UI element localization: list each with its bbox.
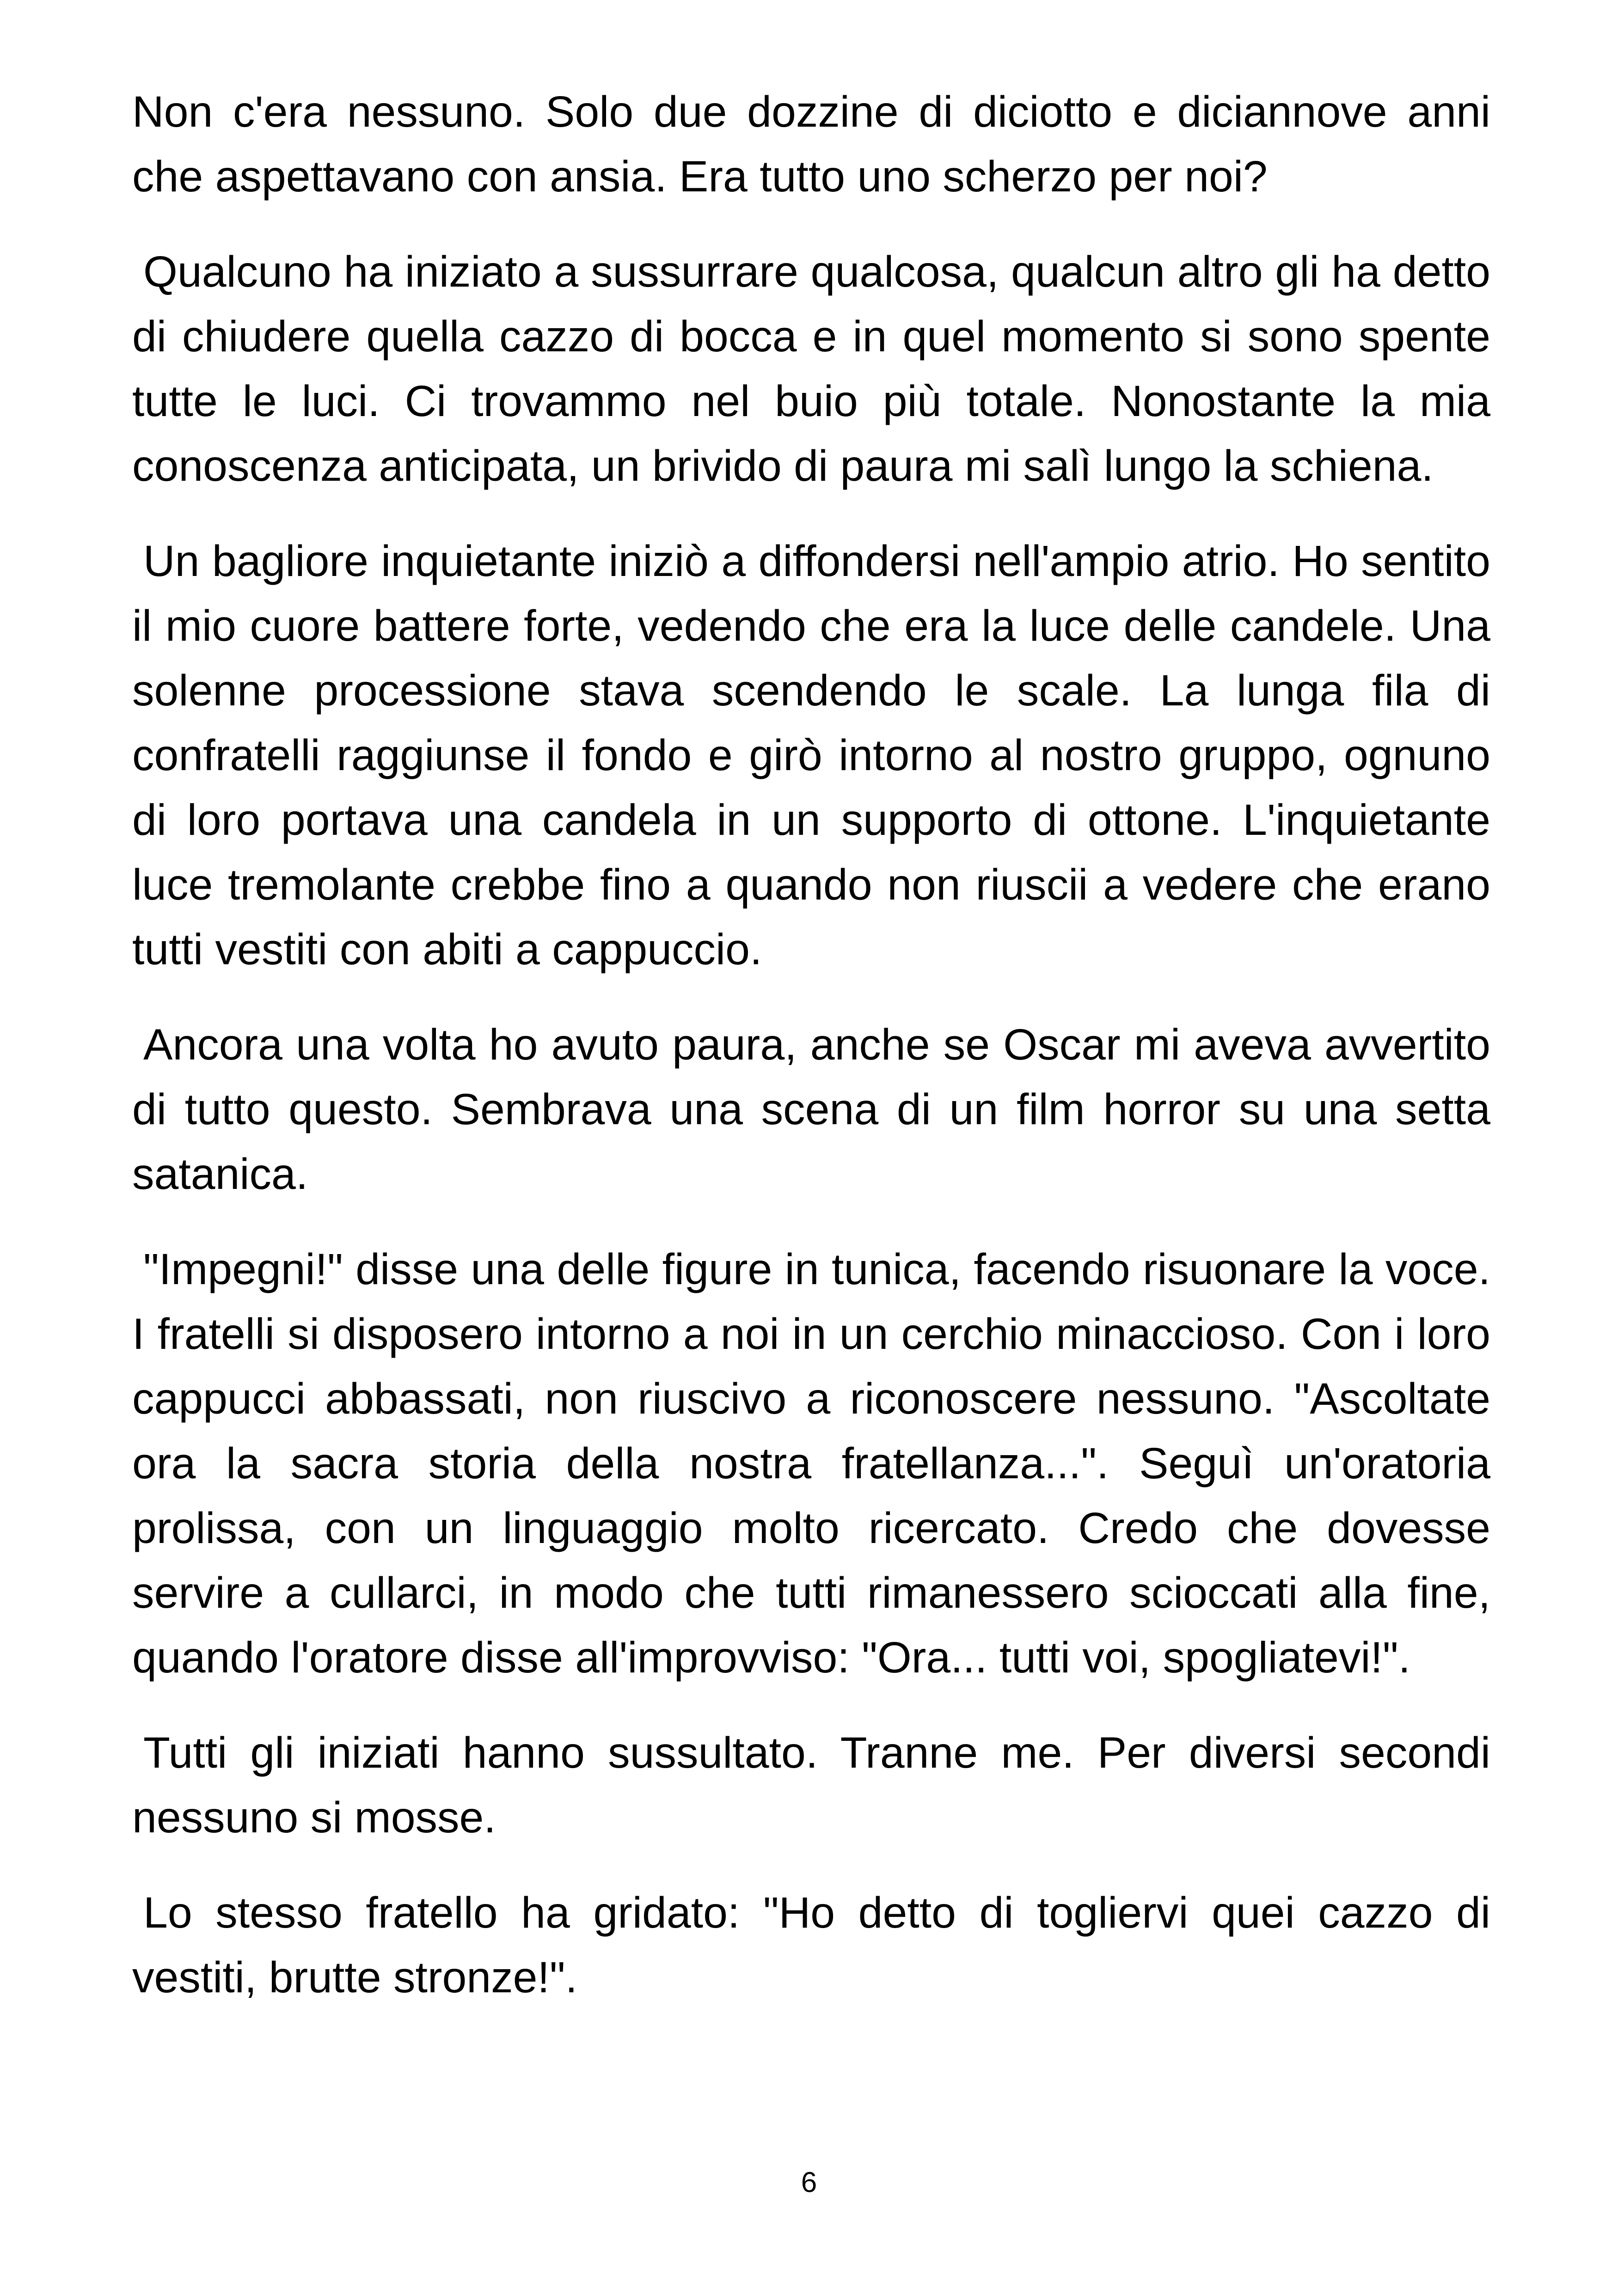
paragraph-2: Qualcuno ha iniziato a sussurrare qualcosa, qualcun altro gli ha detto di chiudere quella cazzo di bocca e in quel momento si sono spente tutte le luci. Ci trovammo nel buio più totale. Nonostante la mia conoscenza anticipata, un brivido di paura mi salì lungo la schiena. (132, 247, 1490, 490)
body-text (132, 80, 1490, 2040)
paragraph-7: Lo stesso fratello ha gridato: "Ho detto di togliervi quei cazzo di vestiti, brutte stronze!". (132, 1888, 1490, 2002)
paragraph-3: Un bagliore inquietante iniziò a diffondersi nell'ampio atrio. Ho sentito il mio cuore battere forte, vedendo che era la luce delle candele. Una solenne processione stava scendendo le scale. La lunga fila di confratelli raggiunse il fondo e girò intorno al nostro gruppo, ognuno di loro portava una candela in un supporto di ottone. L'inquietante luce tremolante crebbe fino a quando non riuscii a vedere che erano tutti vestiti con abiti a cappuccio. (132, 537, 1490, 974)
paragraph-1: Non c'era nessuno. Solo due dozzine di diciotto e diciannove anni che aspettavano con ansia. Era tutto uno scherzo per noi? (132, 87, 1490, 201)
paragraph-6: Tutti gli iniziati hanno sussultato. Tranne me. Per diversi secondi nessuno si mosse. (132, 1728, 1490, 1842)
paragraph-4: Ancora una volta ho avuto paura, anche se Oscar mi aveva avvertito di tutto questo. Sembrava una scena di un film horror su una setta satanica. (132, 1020, 1490, 1199)
paragraph-5: "Impegni!" disse una delle figure in tunica, facendo risuonare la voce. I fratelli si disposero intorno a noi in un cerchio minaccioso. Con i loro cappucci abbassati, non riuscivo a riconoscere nessuno. "Ascoltate ora la sacra storia della nostra fratellanza...". Seguì un'oratoria prolissa, con un linguaggio molto ricercato. Credo che dovesse servire a cullarci, in modo che tutti rimanessero scioccati alla fine, quando l'oratore disse all'improvviso: "Ora... tutti voi, spogliatevi!". (132, 1245, 1490, 1682)
page-number: 6 (801, 2167, 817, 2198)
